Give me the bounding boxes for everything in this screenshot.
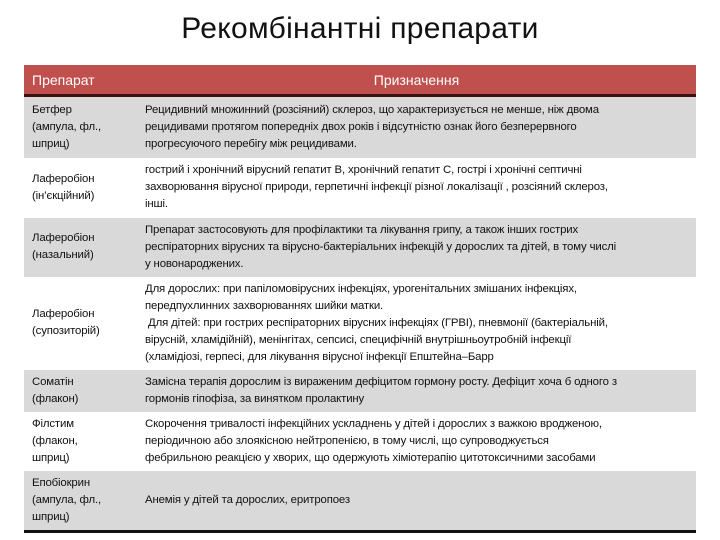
cell-line: шприц) [32,137,70,150]
table-row [24,96,696,158]
purpose-cell [137,218,696,277]
cell-line: (назальний) [32,249,94,261]
cell-line: передпухлинних захворюваннях шийки матки. [145,299,384,312]
table-row [24,277,696,370]
cell-line: (ін’єкційний) [32,189,95,202]
purpose-cell [137,370,696,412]
cell-line: Препарат застосовують для профілактики та лікування грипу, а також інших гострих [145,223,579,236]
cell-line: захворювання вірусної природи, герпетичні інфекції різної локалізації , розсіяний склероз, [145,181,608,193]
cell-line: рецидивами протягом попередніх двох років і відсутністю ознак його безперервного [145,120,577,133]
cell-line: Бетфер [32,103,72,116]
header-purpose: Призначення [137,65,696,96]
slide-title: Рекомбінантні препарати [181,12,539,45]
cell-line: Філстим [32,417,74,430]
cell-line: фебрильною реакцією у хворих, що одержують хіміотерапію цитотоксичними засобами [145,451,596,464]
cell-line: Епобіокрин [32,476,90,489]
cell-line: Анемія у дітей та дорослих, еритропоез [145,493,350,506]
cell-line: Лаферобіон [32,308,95,320]
drug-cell [24,370,137,412]
table-header-row [24,65,696,96]
cell-line: шприц) [32,451,70,464]
purpose-cell [137,471,696,532]
drug-cell [24,277,137,370]
cell-line: прогресуючого перебігу між рецидивами. [145,137,357,150]
cell-line: гормонів гіпофіза, за винятком пролактину [145,392,365,405]
cell-line: (флакон, [32,434,78,447]
drugs-table [24,65,696,533]
cell-line: (ампула, фл., [32,493,102,506]
cell-line: Лаферобіон [32,232,95,244]
cell-line: Рецидивний множинний (розсіяний) склероз, що характеризується не менше, ніж двома [145,103,599,116]
drug-cell [24,218,137,277]
cell-line: інші. [145,198,168,210]
purpose-cell [137,412,696,471]
cell-line: (ампула, фл., [32,120,102,133]
table-row [24,471,696,532]
cell-line: Замісна терапія дорослим із вираженим дефіцитом гормону росту. Дефіцит хоча б одного з [145,375,617,388]
cell-line: вірусній, хламідійній), менінгітах, сепсисі, специфічній внутрішньоутробній інфекції [145,333,572,346]
cell-line: шприц) [32,510,70,523]
cell-line: гострий і хронічний вірусний гепатит B, хронічний гепатит C, гострі і хронічні септичні [145,164,582,176]
cell-line: у новонароджених. [145,257,244,270]
cell-line: Соматін [32,375,74,388]
cell-line: (супозиторій) [32,325,100,337]
table-row [24,412,696,471]
table-row [24,218,696,277]
drug-cell [24,412,137,471]
drug-cell [24,96,137,158]
purpose-cell [137,158,696,218]
header-drug: Препарат [24,65,137,96]
purpose-cell [137,277,696,370]
cell-line: періодичною або злоякісною нейтропенією, в тому числі, що супроводжується [145,434,549,447]
cell-line: Скорочення тривалості інфекційних ускладнень у дітей і дорослих з важкою вродженою, [145,417,602,430]
cell-line: респіраторних вірусних та вірусно-бактеріальних інфекцій у дорослих та дітей, в тому числі [145,240,616,253]
drug-cell [24,158,137,218]
table-row [24,370,696,412]
cell-line: (хламідіозі, герпесі, для лікування вірусної інфекції Епштейна–Барр [145,350,494,363]
cell-line: Для дітей: при гострих респіраторних вірусних інфекціях (ГРВІ), пневмонії (бактеріальній, [145,316,608,329]
cell-line: Для дорослих: при папіломовірусних інфекціях, урогенітальних змішаних інфекціях, [145,282,577,295]
drug-cell [24,471,137,532]
table-row [24,158,696,218]
cell-line: Лаферобіон [32,172,95,185]
purpose-cell [137,96,696,158]
cell-line: (флакон) [32,392,79,405]
